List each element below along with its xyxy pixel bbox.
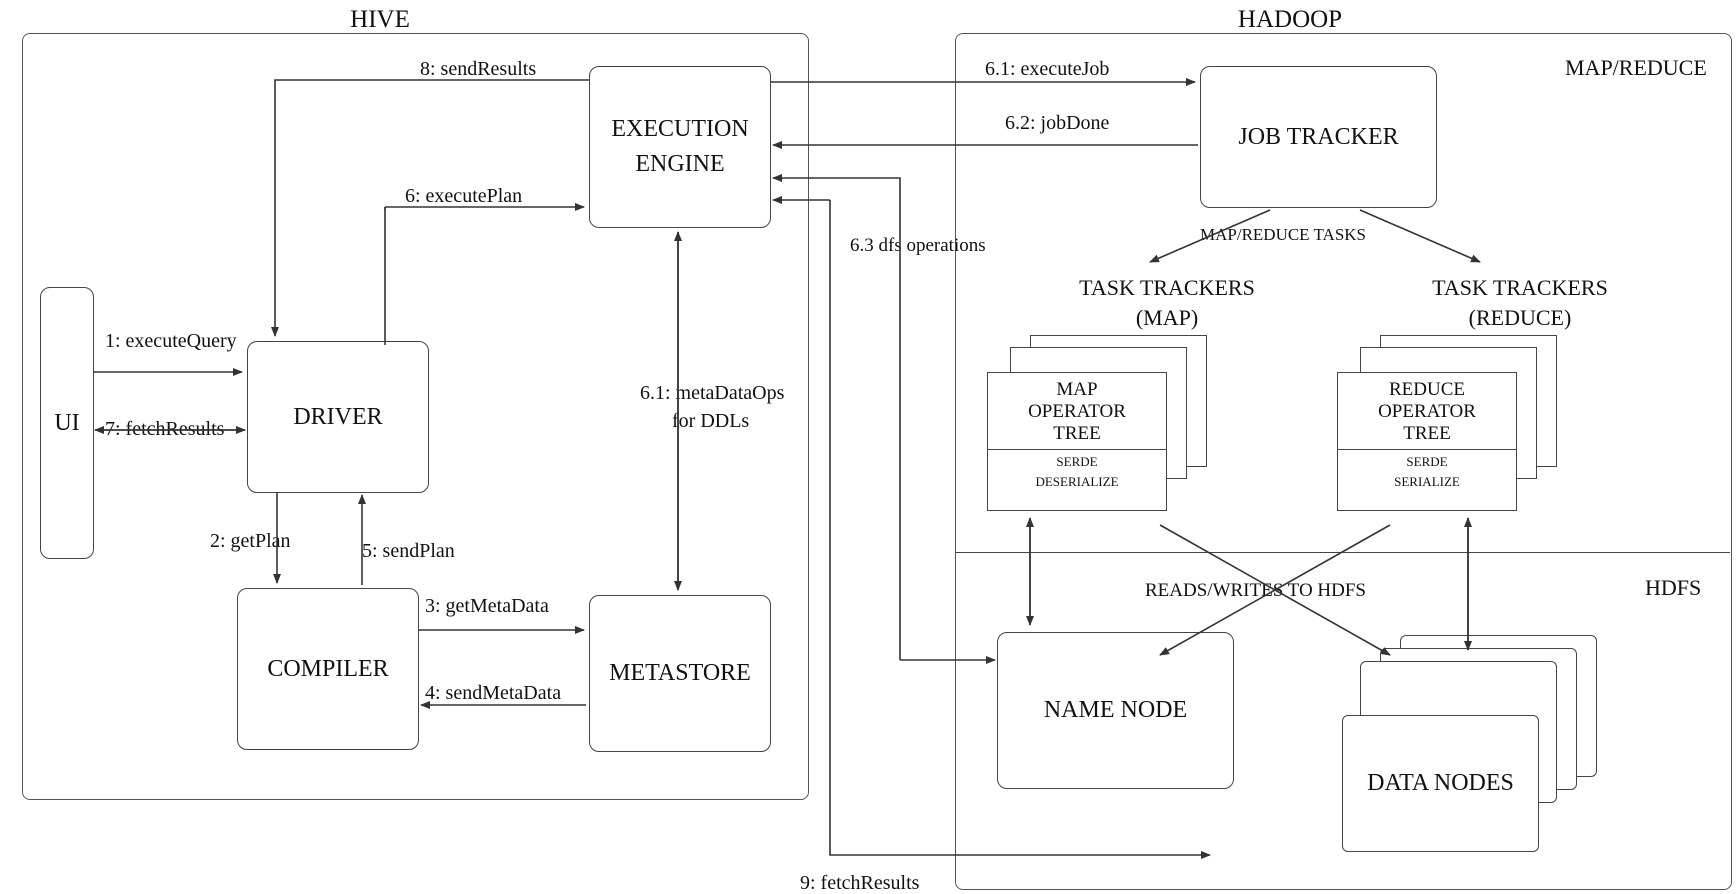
node-name-node: NAME NODE: [997, 632, 1234, 789]
node-metastore: METASTORE: [589, 595, 771, 752]
execution-engine-line1: EXECUTION: [611, 116, 749, 142]
node-execution-engine: [589, 66, 771, 228]
mapreduce-tasks-label: MAP/REDUCE TASKS: [1200, 225, 1366, 244]
reduce-serde-line2: SERIALIZE: [1394, 474, 1460, 490]
reduce-operator-tree-line2: OPERATOR: [1378, 401, 1476, 422]
edge-label-3: 3: getMetaData: [425, 595, 549, 617]
mapreduce-label: MAP/REDUCE: [1565, 55, 1707, 80]
edge-label-2: 2: getPlan: [210, 530, 291, 552]
map-operator-tree-line1: MAP: [1056, 379, 1098, 400]
edge-label-61-metadataops-line1: 6.1: metaDataOps: [640, 382, 785, 404]
edge-label-63-dfs: 6.3 dfs operations: [850, 235, 986, 256]
task-trackers-reduce-line2: (REDUCE): [1468, 305, 1572, 330]
edge-label-9: 9: fetchResults: [800, 872, 920, 894]
map-serde-divider: [988, 449, 1166, 450]
map-serde-line2: DESERIALIZE: [1035, 474, 1119, 490]
edge-label-5: 5: sendPlan: [362, 540, 455, 562]
reduce-serde-line1: SERDE: [1406, 454, 1448, 470]
node-driver: DRIVER: [247, 341, 429, 493]
hive-title: HIVE: [350, 6, 410, 33]
node-map-operator-tree: [987, 372, 1167, 511]
edge-label-62-jobdone: 6.2: jobDone: [1005, 112, 1110, 134]
task-trackers-map-line2: (MAP): [1135, 305, 1199, 330]
edge-label-4: 4: sendMetaData: [425, 682, 562, 704]
task-trackers-reduce-line1: TASK TRACKERS: [1432, 275, 1608, 300]
hdfs-divider: [955, 552, 1730, 553]
node-data-nodes: DATA NODES: [1342, 715, 1539, 852]
edge-label-8: 8: sendResults: [420, 58, 537, 80]
node-job-tracker: JOB TRACKER: [1200, 66, 1437, 208]
edge-label-61-executejob: 6.1: executeJob: [985, 58, 1110, 80]
reduce-serde-divider: [1338, 449, 1516, 450]
node-ui: UI: [40, 287, 94, 559]
hdfs-label: HDFS: [1645, 575, 1702, 600]
map-operator-tree-line2: OPERATOR: [1028, 401, 1126, 422]
node-compiler: COMPILER: [237, 588, 419, 750]
reads-writes-label: READS/WRITES TO HDFS: [1145, 580, 1366, 601]
edge-label-6: 6: executePlan: [405, 185, 523, 207]
edge-label-61-metadataops-line2: for DDLs: [672, 410, 750, 432]
edge-label-1: 1: executeQuery: [105, 330, 237, 352]
reduce-operator-tree-line3: TREE: [1403, 423, 1451, 444]
reduce-operator-tree-line1: REDUCE: [1389, 379, 1465, 400]
hadoop-title: HADOOP: [1237, 6, 1343, 33]
node-reduce-operator-tree: [1337, 372, 1517, 511]
execution-engine-line2: ENGINE: [635, 151, 725, 177]
edge-label-7: 7: fetchResults: [105, 418, 225, 440]
map-serde-line1: SERDE: [1056, 454, 1098, 470]
map-operator-tree-line3: TREE: [1053, 423, 1101, 444]
task-trackers-map-line1: TASK TRACKERS: [1079, 275, 1255, 300]
